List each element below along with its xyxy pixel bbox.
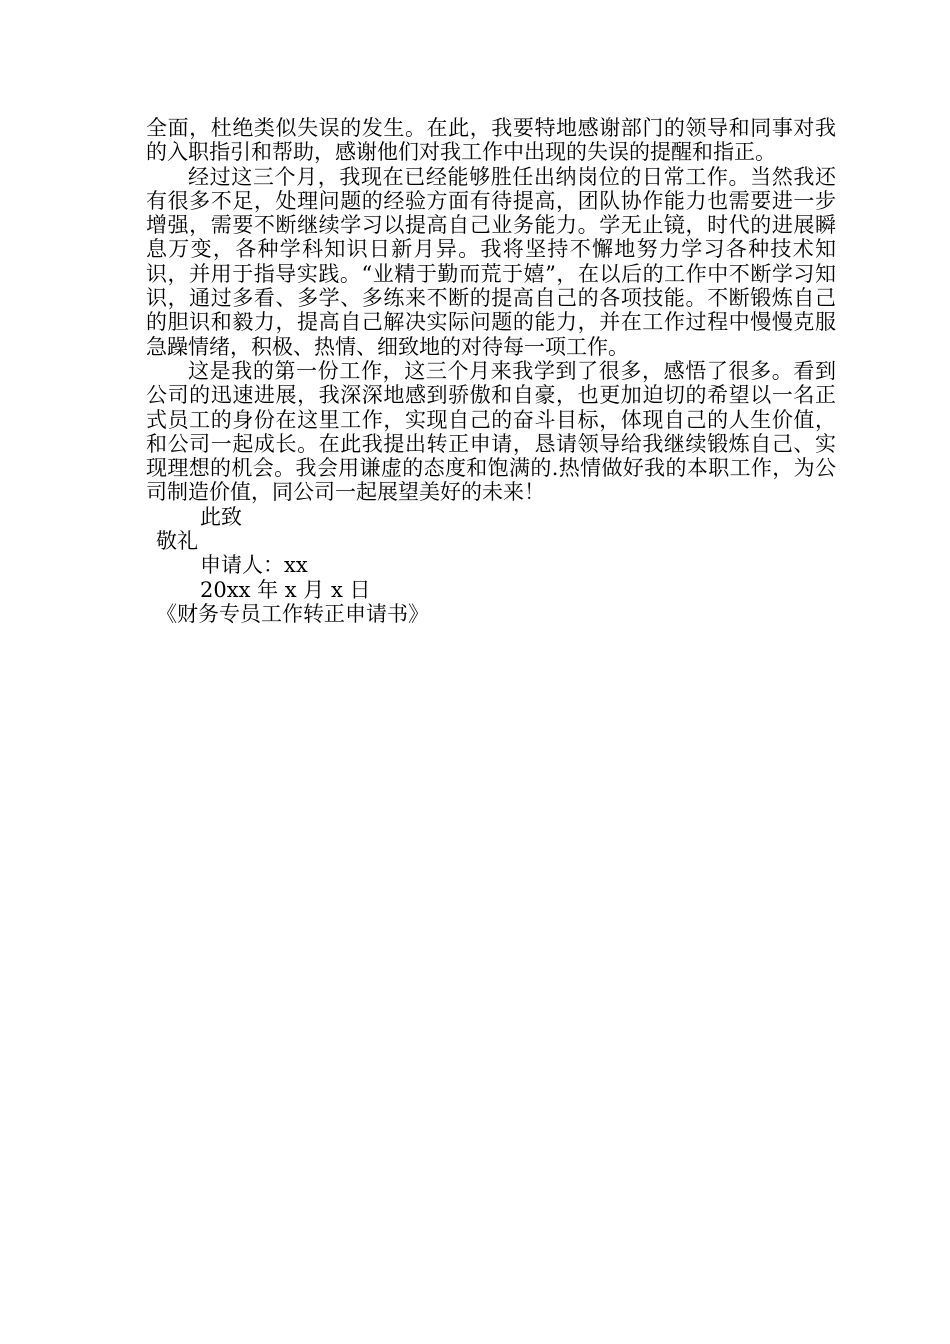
closing-salutation: 此致 [200,504,242,529]
document-title: 《财务专员工作转正申请书》 [156,601,429,626]
applicant-line: 申请人：xx [200,553,308,578]
paragraph-continuation: 全面，杜绝类似失误的发生。在此，我要特地感谢部门的领导和同事对我的入职指引和帮助，感谢他们对我工作中出现的失误的提醒和指正。 [146,116,836,165]
paragraph-work-progress: 经过这三个月，我现在已经能够胜任出纳岗位的日常工作。当然我还有很多不足，处理问题的经验方面有待提高，团队协作能力也需要进一步增强，需要不断继续学习以提高自己业务能力。学无止镜，时代的进展瞬息万变，各种学科知识日新月异。我将坚持不懈地努力学习各种技术知识，并用于指导实践。“业精于勤而荒于嬉”，在以后的工作中不断学习知识，通过多看、多学、多练来不断的提高自己的各项技能。不断锻炼自己的胆识和毅力，提高自己解决实际问题的能力，并在工作过程中慢慢克服急躁情绪，积极、热情、细致地的对待每一项工作。 [146,164,836,359]
paragraph-application: 这是我的第一份工作，这三个月来我学到了很多，感悟了很多。看到公司的迅速进展，我深深地感到骄傲和自豪，也更加迫切的希望以一名正式员工的身份在这里工作，实现自己的奋斗目标，体现自己的人生价值，和公司一起成长。在此我提出转正申请，恳请领导给我继续锻炼自己、实现理想的机会。我会用谦虚的态度和饱满的.热情做好我的本职工作，为公司制造价值，同公司一起展望美好的未来！ [146,358,836,505]
date-line: 20xx 年 x 月 x 日 [200,577,371,602]
regards-text: 敬礼 [156,529,198,554]
letter-body [146,116,836,626]
